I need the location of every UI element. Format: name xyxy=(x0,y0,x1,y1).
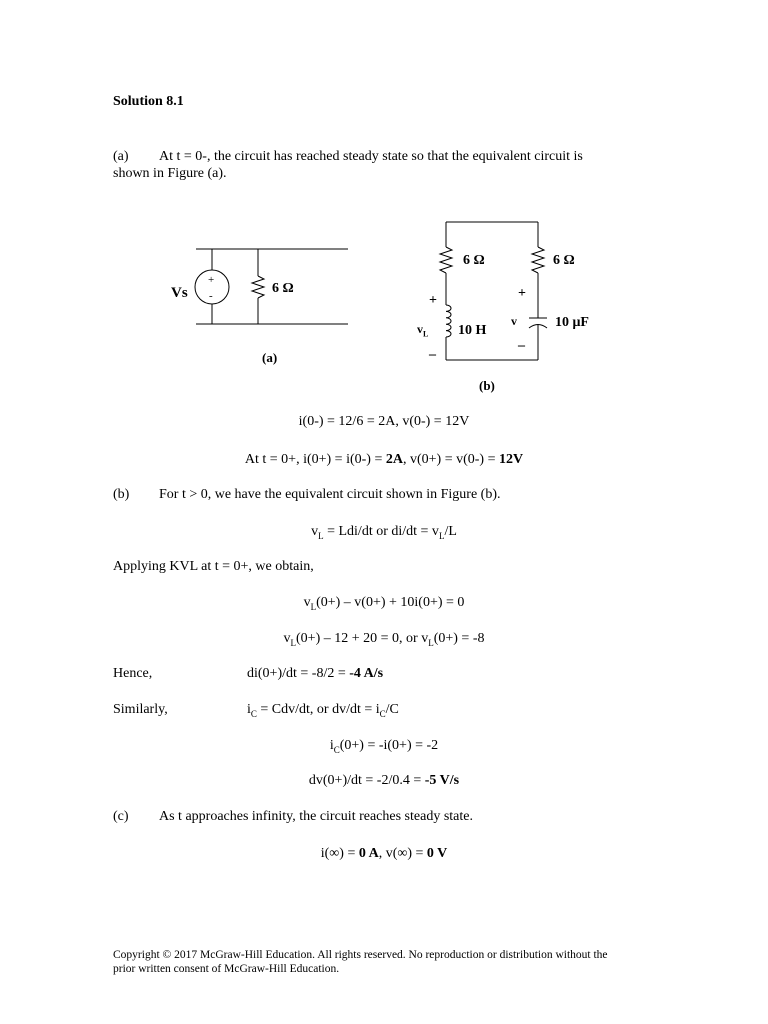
source-label: Vs xyxy=(171,285,188,301)
v-label: v xyxy=(511,314,517,328)
resistor-b2-label: 6 Ω xyxy=(553,253,575,268)
source-minus: - xyxy=(209,290,213,302)
similarly-label: Similarly, xyxy=(113,702,168,717)
part-b-text: For t > 0, we have the equivalent circuit shown in Figure (b). xyxy=(159,487,501,502)
part-c-marker: (c) xyxy=(113,809,129,824)
figure-b-caption: (b) xyxy=(479,378,495,393)
capacitor-label: 10 μF xyxy=(555,315,589,330)
part-c-text: As t approaches infinity, the circuit reaches steady state. xyxy=(159,809,473,824)
hence-label: Hence, xyxy=(113,666,153,681)
kvl-intro: Applying KVL at t = 0+, we obtain, xyxy=(113,559,314,574)
part-a-line2: shown in Figure (a). xyxy=(113,166,227,181)
copyright-line2: prior written consent of McGraw-Hill Education. xyxy=(113,963,340,975)
solution-title: Solution 8.1 xyxy=(113,94,184,109)
resistor-b2-symbol xyxy=(532,247,544,273)
source-plus: + xyxy=(208,274,215,286)
v-plus: + xyxy=(518,286,526,301)
inductor-symbol xyxy=(446,305,451,337)
copyright-line1: Copyright © 2017 McGraw-Hill Education. All rights reserved. No reproduction or distribution without the xyxy=(113,949,608,961)
v-minus: – xyxy=(518,338,525,353)
eq-kvl2: $v_L(0+) - 12 + 20 = 0$, or $v_L(0+) = -8$ xyxy=(283,631,485,648)
eq-hence: di(0+)/dt = -8/2 = -4 A/s xyxy=(247,666,384,681)
resistor-a-symbol xyxy=(252,276,264,298)
eq-dv: dv(0+)/dt = -2/0.4 = -5 V/s xyxy=(308,773,460,788)
eq-final: i(∞) = 0 A, v(∞) = 0 V xyxy=(320,846,448,861)
vl-label: $v_L$ xyxy=(417,322,429,339)
part-a-marker: (a) xyxy=(113,149,129,164)
vl-minus: – xyxy=(429,347,436,362)
vl-plus: + xyxy=(429,293,437,308)
resistor-b1-label: 6 Ω xyxy=(463,253,485,268)
resistor-b1-symbol xyxy=(440,247,452,273)
eq-t0plus: At t = 0+, i(0+) = i(0-) = 2A, v(0+) = v(0-) = 12V xyxy=(244,452,524,467)
inductor-label: 10 H xyxy=(458,323,487,338)
eq-vl: $v_L = Ldi/dt$ or $di/dt = v_L/L$ xyxy=(311,524,457,541)
circuit-figures xyxy=(0,0,768,400)
resistor-a-label: 6 Ω xyxy=(272,281,294,296)
eq-ic-def: $i_C = Cdv/dt$, or $dv/dt = i_C/C$ xyxy=(247,702,399,719)
figure-a-caption: (a) xyxy=(262,350,278,365)
eq-kvl1: $v_L(0+) - v(0+) + 10i(0+) = 0$ xyxy=(303,595,465,612)
part-a-line1: At t = 0-, the circuit has reached steady state so that the equivalent circuit is xyxy=(159,149,583,164)
eq-initial: i(0-) = 12/6 = 2A, v(0-) = 12V xyxy=(298,414,470,429)
part-b-marker: (b) xyxy=(113,487,130,502)
eq-ic: $i_C(0+) = -i(0+) = -2$ xyxy=(329,738,439,755)
figure-b-circuit xyxy=(440,222,547,360)
